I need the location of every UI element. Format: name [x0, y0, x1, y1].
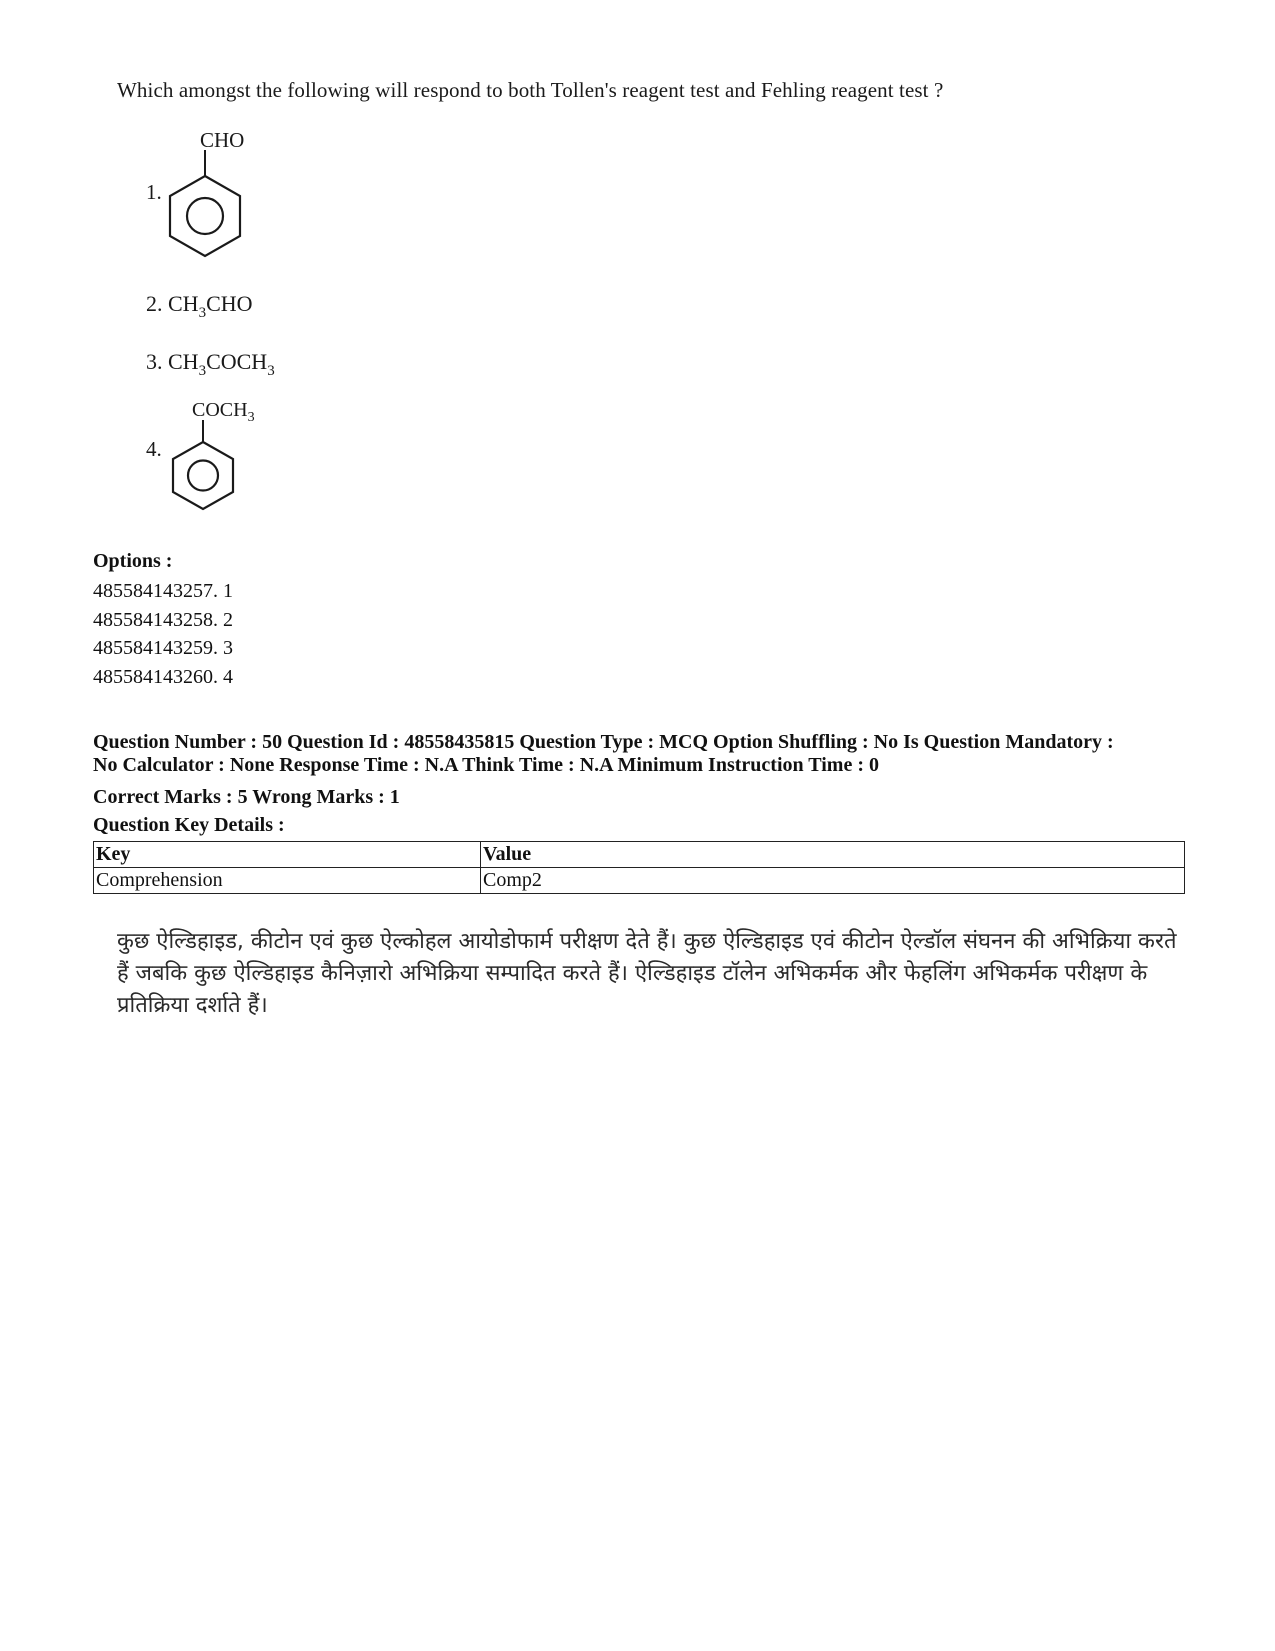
- table-cell: Comprehension: [94, 868, 481, 894]
- choice-3: [146, 349, 275, 379]
- choice-2: [146, 291, 253, 321]
- key-details-heading: Question Key Details :: [93, 814, 285, 836]
- choice-number: 3.: [146, 349, 163, 374]
- question-text: Which amongst the following will respond to both Tollen's reagent test and Fehling reagent test ?: [117, 78, 944, 102]
- substituent-label: [192, 399, 255, 425]
- comprehension-passage: कुछ ऐल्डिहाइड, कीटोन एवं कुछ ऐल्कोहल आयोडोफार्म परीक्षण देते हैं। कुछ ऐल्डिहाइड एवं कीटोन ऐल्डॉल संघनन की अभिक्रिया करते हैं जबकि कुछ ऐल्डिहाइड कैनिज़ारो अभिक्रिया सम्पादित करते हैं। ऐल्डिहाइड टॉलेन अभिकर्मक और फेहलिंग अभिकर्मक परीक्षण के प्रतिक्रिया दर्शाते हैं।: [117, 929, 1177, 1018]
- column-header: Value: [481, 842, 1185, 868]
- metadata-line: No Calculator : None Response Time : N.A Think Time : N.A Minimum Instruction Time : 0: [93, 754, 879, 776]
- table-row: [94, 868, 1185, 894]
- options-heading: Options :: [93, 550, 173, 572]
- key-details-table: [93, 841, 1185, 894]
- substituent-label: CHO: [200, 128, 245, 152]
- benzene-ring-icon: [160, 150, 250, 260]
- choice-number: 2.: [146, 291, 163, 316]
- metadata-line: Question Number : 50 Question Id : 48558435815 Question Type : MCQ Option Shuffling : No Is Question Mandatory :: [93, 731, 1114, 753]
- formula-subscript: 3: [198, 363, 207, 379]
- formula-part: CH: [168, 291, 199, 316]
- question-metadata: [93, 731, 1203, 777]
- option-item: 485584143258. 2: [93, 608, 233, 631]
- benzene-ring-icon: [166, 420, 240, 512]
- choice-number: 4.: [146, 437, 162, 461]
- option-item: 485584143259. 3: [93, 637, 233, 659]
- marks-line: Correct Marks : 5 Wrong Marks : 1: [93, 786, 400, 808]
- formula-part: CH: [168, 349, 199, 374]
- column-header: Key: [94, 842, 481, 868]
- substituent-main: COCH: [192, 399, 248, 421]
- formula-part: CHO: [206, 291, 253, 316]
- option-item: 485584143260. 4: [93, 665, 233, 688]
- formula-part: COCH: [206, 349, 268, 374]
- options-list: [93, 577, 233, 691]
- substituent-subscript: 3: [247, 410, 255, 425]
- choice-number: 1.: [146, 180, 162, 204]
- formula-subscript: 3: [267, 363, 275, 379]
- option-item: 485584143257. 1: [93, 580, 233, 602]
- table-cell: Comp2: [481, 868, 1185, 894]
- formula-subscript: 3: [198, 305, 207, 321]
- table-header-row: [94, 842, 1185, 868]
